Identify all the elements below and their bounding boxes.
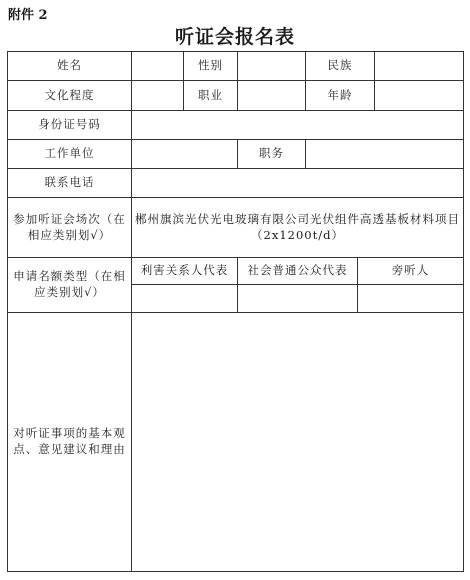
ethnicity-label: 民族 (306, 52, 375, 81)
row-phone (8, 169, 464, 198)
registration-form-table (7, 51, 464, 572)
phone-label: 联系电话 (8, 169, 132, 198)
quota-type-stakeholder[interactable]: 利害关系人代表 (132, 258, 238, 285)
phone-cell[interactable] (132, 169, 464, 198)
opinion-label: 对听证事项的基本观点、意见建议和理由 (8, 313, 132, 572)
row-name (8, 52, 464, 81)
quota-type-public[interactable]: 社会普通公众代表 (238, 258, 358, 285)
session-value[interactable]: 郴州旗滨光伏光电玻璃有限公司光伏组件高透基板材料项目（2x1200t/d） (132, 198, 464, 258)
row-opinion (8, 313, 464, 572)
education-label: 文化程度 (8, 81, 132, 111)
name-label: 姓名 (8, 52, 132, 81)
name-cell[interactable] (132, 52, 184, 81)
row-education (8, 81, 464, 111)
workplace-label: 工作单位 (8, 140, 132, 169)
position-cell[interactable] (306, 140, 464, 169)
education-cell[interactable] (132, 81, 184, 111)
gender-cell[interactable] (238, 52, 306, 81)
session-label: 参加听证会场次（在相应类别划√） (8, 198, 132, 258)
form-title: 听证会报名表 (174, 26, 295, 48)
occupation-cell[interactable] (238, 81, 306, 111)
quota-mark-stakeholder[interactable] (132, 285, 238, 313)
workplace-cell[interactable] (132, 140, 238, 169)
opinion-cell[interactable] (132, 313, 464, 572)
quota-mark-observer[interactable] (358, 285, 464, 313)
age-label: 年龄 (306, 81, 375, 111)
attachment-label: 附件 2 (8, 8, 48, 23)
quota-type-label: 申请名额类型（在相应类别划√） (8, 258, 132, 313)
row-workplace (8, 140, 464, 169)
row-quota-types (8, 258, 464, 285)
id-number-cell[interactable] (132, 111, 464, 140)
occupation-label: 职业 (184, 81, 238, 111)
ethnicity-cell[interactable] (375, 52, 464, 81)
row-id (8, 111, 464, 140)
gender-label: 性别 (184, 52, 238, 81)
position-label: 职务 (238, 140, 306, 169)
row-session (8, 198, 464, 258)
quota-type-observer[interactable]: 旁听人 (358, 258, 464, 285)
age-cell[interactable] (375, 81, 464, 111)
quota-mark-public[interactable] (238, 285, 358, 313)
id-number-label: 身份证号码 (8, 111, 132, 140)
